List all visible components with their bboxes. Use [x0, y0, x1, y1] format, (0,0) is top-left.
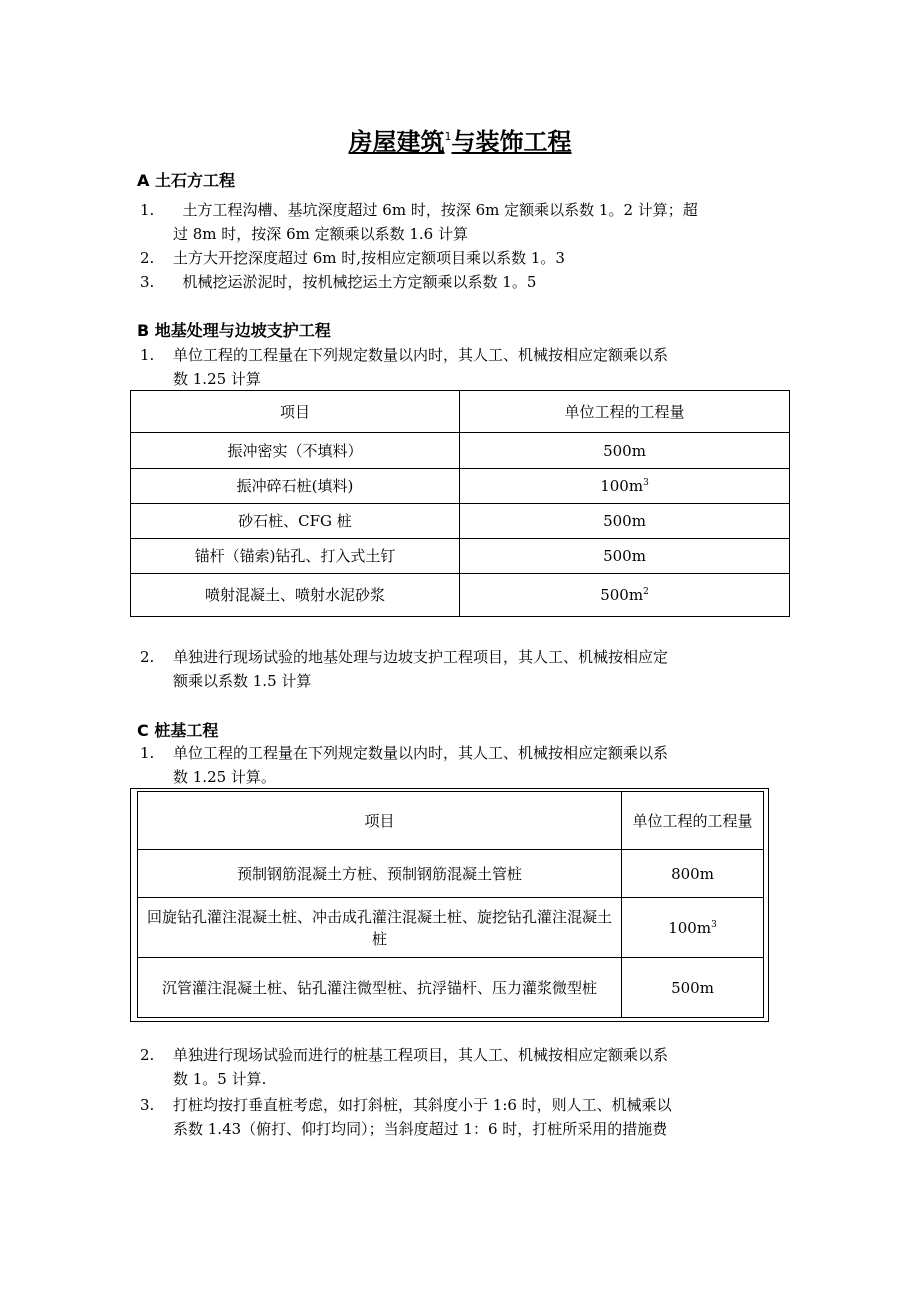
item-text: 单独进行现场试验的地基处理与边坡支护工程项目，其人工、机械按相应定 — [173, 648, 669, 666]
cell-item: 沉管灌注混凝土桩、钻孔灌注微型桩、抗浮锚杆、压力灌浆微型桩 — [138, 958, 622, 1018]
qty-value: 500m — [603, 512, 646, 530]
item-text: 机械挖运淤泥时，按机械挖运土方定额乘以系数 1。5 — [173, 273, 537, 291]
title-footnote-mark: 1 — [444, 130, 452, 143]
title-main: 房屋建筑 — [348, 128, 445, 156]
item-text: 打桩均按打垂直桩考虑，如打斜桩，其斜度小于 1:6 时，则人工、机械乘以 — [173, 1096, 672, 1114]
table-row — [131, 574, 790, 617]
item-number: 3. — [140, 1096, 155, 1114]
pile-threshold-table — [137, 791, 764, 1018]
cell-quantity — [460, 469, 790, 504]
foundation-threshold-table — [130, 390, 790, 617]
item-number: 2. — [140, 1046, 155, 1064]
qty-value: 500m — [603, 441, 646, 460]
section-a-heading: A 土石方工程 — [137, 171, 235, 190]
item-text: 土方大开挖深度超过 6m 时,按相应定额项目乘以系数 1。3 — [173, 249, 565, 267]
item-text-continued: 过 8m 时，按深 6m 定额乘以系数 1.6 计算 — [173, 225, 468, 243]
cell-item: 回旋钻孔灌注混凝土桩、冲击成孔灌注混凝土桩、旋挖钻孔灌注混凝土桩 — [138, 898, 622, 958]
table-header-row — [131, 391, 790, 433]
item-number: 2. — [140, 249, 155, 267]
section-c-item-2 — [140, 1043, 795, 1091]
qty-unit-exponent: 2 — [643, 587, 649, 597]
table-row — [131, 433, 790, 469]
item-number: 1. — [140, 744, 155, 762]
qty-value: 800m — [671, 864, 714, 883]
cell-item: 振冲碎石桩(填料) — [131, 469, 460, 504]
header-quantity: 单位工程的工程量 — [622, 792, 764, 850]
table-row — [131, 539, 790, 574]
qty-value: 500m — [603, 547, 646, 565]
page-title — [0, 122, 920, 157]
header-quantity: 单位工程的工程量 — [460, 391, 790, 433]
section-a-item-3 — [140, 270, 795, 294]
item-text-continued: 数 1.25 计算 — [173, 370, 261, 388]
qty-value: 100m — [668, 918, 712, 937]
qty-unit-exponent: 3 — [643, 478, 649, 488]
cell-quantity — [460, 574, 790, 617]
cell-item: 锚杆（锚索)钻孔、打入式土钉 — [131, 539, 460, 574]
qty-value: 500m — [600, 586, 644, 604]
table-header-row — [138, 792, 764, 850]
table-row — [138, 958, 764, 1018]
item-text-continued: 额乘以系数 1.5 计算 — [173, 672, 312, 690]
section-b-item-1 — [140, 343, 795, 391]
table-row — [138, 850, 764, 898]
cell-item: 振冲密实（不填料） — [131, 433, 460, 469]
section-c-item-3 — [140, 1093, 795, 1141]
item-text: 单位工程的工程量在下列规定数量以内时，其人工、机械按相应定额乘以系 — [173, 744, 669, 762]
table-row — [131, 504, 790, 539]
cell-quantity — [460, 539, 790, 574]
item-text: 土方工程沟槽、基坑深度超过 6m 时，按深 6m 定额乘以系数 1。2 计算；超 — [173, 201, 698, 219]
cell-quantity — [460, 504, 790, 539]
item-number: 1. — [140, 346, 155, 364]
qty-unit-exponent: 3 — [711, 919, 717, 930]
cell-quantity — [622, 958, 764, 1018]
item-number: 3. — [140, 273, 155, 291]
cell-item: 预制钢筋混凝土方桩、预制钢筋混凝土管桩 — [138, 850, 622, 898]
cell-item: 砂石桩、CFG 桩 — [131, 504, 460, 539]
title-rest: 与装饰工程 — [451, 128, 572, 156]
item-text-continued: 数 1。5 计算. — [173, 1070, 267, 1088]
section-a-item-1 — [140, 198, 795, 246]
item-number: 2. — [140, 648, 155, 666]
item-text-continued: 数 1.25 计算。 — [173, 768, 276, 786]
section-b-heading: B 地基处理与边坡支护工程 — [137, 321, 331, 340]
qty-value: 100m — [600, 477, 644, 495]
item-number: 1. — [140, 201, 155, 219]
header-item: 项目 — [131, 391, 460, 433]
cell-quantity — [622, 898, 764, 958]
cell-quantity — [622, 850, 764, 898]
qty-value: 500m — [671, 978, 714, 997]
section-c-item-1 — [140, 741, 795, 789]
item-text-continued: 系数 1.43（俯打、仰打均同）；当斜度超过 1：6 时，打桩所采用的措施费 — [173, 1120, 668, 1138]
header-item: 项目 — [138, 792, 622, 850]
table-row — [138, 898, 764, 958]
section-b-item-2 — [140, 645, 795, 693]
table-row — [131, 469, 790, 504]
cell-item: 喷射混凝土、喷射水泥砂浆 — [131, 574, 460, 617]
item-text: 单位工程的工程量在下列规定数量以内时，其人工、机械按相应定额乘以系 — [173, 346, 669, 364]
section-c-heading: C 桩基工程 — [137, 721, 219, 740]
section-a-item-2 — [140, 246, 795, 270]
cell-quantity — [460, 433, 790, 469]
item-text: 单独进行现场试验而进行的桩基工程项目，其人工、机械按相应定额乘以系 — [173, 1046, 669, 1064]
